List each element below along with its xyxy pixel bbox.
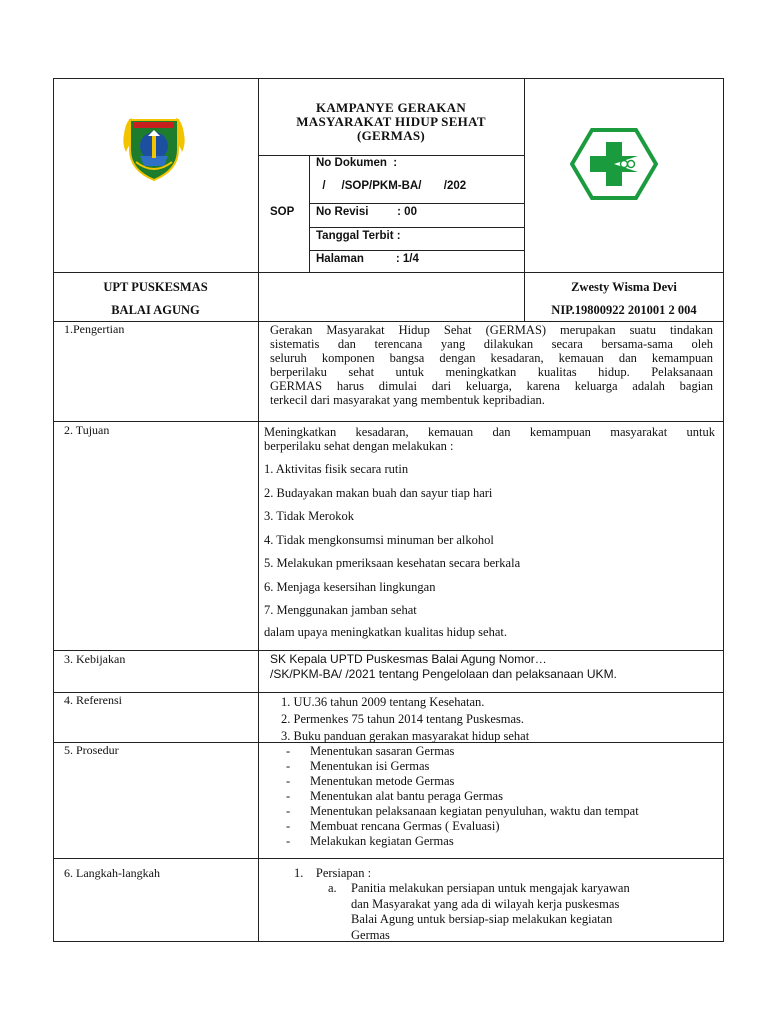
tujuan-item: 5. Melakukan pmeriksaan kesehatan secara berkala	[264, 556, 521, 570]
meta-line-2	[309, 227, 524, 228]
prosedur-item	[286, 774, 639, 789]
tujuan-item: 1. Aktivitas fisik secara rutin	[264, 462, 409, 476]
prosedur-label: 5. Prosedur	[64, 743, 119, 757]
referensi-label: 4. Referensi	[64, 693, 122, 707]
pengertian-line: berperilaku sehat untuk meningkatkan kualitas hidup. Pelaksanaan	[270, 365, 713, 379]
label-column-divider	[258, 321, 259, 942]
pengertian-line: seluruh komponen bangsa dengan kesadaran, kemauan dan kemampuan	[270, 351, 713, 365]
kebijakan-line-2: /SK/PKM-BA/ /2021 tentang Pengelolaan dan pelaksanaan UKM.	[270, 667, 617, 681]
tujuan-intro	[264, 425, 715, 453]
meta-line-1	[309, 203, 524, 204]
title-bottom-line	[258, 155, 524, 156]
no-dokumen-label: No Dokumen :	[316, 157, 398, 169]
prosedur-item-text: Membuat rencana Germas ( Evaluasi)	[310, 819, 500, 833]
prosedur-item-text: Menentukan isi Germas	[310, 759, 430, 773]
prosedur-item	[286, 789, 639, 804]
title-line-2: MASYARAKAT HIDUP SEHAT	[296, 114, 486, 129]
prosedur-item-text: Menentukan alat bantu peraga Germas	[310, 789, 503, 803]
prosedur-item	[286, 759, 639, 774]
prosedur-item-text: Menentukan sasaran Germas	[310, 744, 455, 758]
tujuan-item: 2. Budayakan makan buah dan sayur tiap hari	[264, 485, 493, 500]
tanggal-terbit: Tanggal Terbit :	[316, 230, 401, 242]
tujuan-item: 7. Menggunakan jamban sehat	[264, 603, 417, 617]
langkah-label: 6. Langkah-langkah	[64, 866, 160, 880]
org-name	[53, 276, 258, 322]
kebijakan-line-1: SK Kepala UPTD Puskesmas Balai Agung Nomor…	[270, 652, 547, 666]
langkah-sub-line: Germas	[351, 927, 390, 942]
signer-name: Zwesty Wisma Devi	[571, 280, 677, 294]
pengertian-text	[270, 323, 713, 407]
section-line-4	[53, 692, 724, 693]
germas-puskesmas-logo	[570, 127, 658, 201]
tujuan-intro-line: berperilaku sehat dengan melakukan :	[264, 439, 454, 453]
tujuan-item: 3. Tidak Merokok	[264, 509, 354, 523]
regency-emblem-logo	[118, 112, 190, 184]
org-line-1: UPT PUSKESMAS	[103, 280, 208, 294]
tujuan-intro-line: Meningkatkan kesadaran, kemauan dan kemampuan masyarakat untuk	[264, 425, 715, 439]
prosedur-item	[286, 819, 639, 834]
title-line-1: KAMPANYE GERAKAN	[315, 100, 467, 115]
prosedur-item-text: Menentukan pelaksanaan kegiatan penyuluhan, waktu dan tempat	[310, 804, 639, 818]
prosedur-item	[286, 804, 639, 819]
bullet-dash: -	[286, 744, 291, 758]
langkah-sub-line: Balai Agung untuk bersiap-siap melakukan kegiatan	[351, 912, 613, 926]
referensi-item: 2. Permenkes 75 tahun 2014 tentang Puskesmas.	[281, 712, 525, 726]
prosedur-list	[286, 744, 639, 849]
bullet-dash: -	[286, 804, 291, 818]
section-line-2	[53, 421, 724, 422]
section-line-3	[53, 650, 724, 651]
pengertian-line: GERMAS harus dimulai dari keluarga, karena keluarga adalah bagian	[270, 379, 713, 393]
prosedur-item-text: Melakukan kegiatan Germas	[310, 834, 454, 848]
section-line-6	[53, 858, 724, 859]
prosedur-item	[286, 834, 639, 849]
bullet-dash: -	[286, 834, 291, 848]
pengertian-line: terkecil dari masyarakat yang membentuk kepribadian.	[270, 393, 545, 407]
sop-divider	[309, 155, 310, 272]
langkah-sub-marker: a.	[328, 881, 337, 895]
referensi-item: 3. Buku panduan gerakan masyarakat hidup sehat	[281, 729, 530, 743]
sop-label: SOP	[270, 206, 295, 218]
no-dokumen-value: / /SOP/PKM-BA/ /202	[316, 180, 467, 192]
prosedur-item	[286, 744, 639, 759]
signer-block	[524, 276, 724, 322]
bullet-dash: -	[286, 819, 291, 833]
bullet-dash: -	[286, 774, 291, 788]
tujuan-item: 6. Menjaga kesersihan lingkungan	[264, 579, 436, 594]
tujuan-closing: dalam upaya meningkatkan kualitas hidup sehat.	[264, 625, 507, 639]
prosedur-item-text: Menentukan metode Germas	[310, 774, 455, 788]
header-row-line	[53, 272, 724, 273]
pengertian-label: 1.Pengertian	[64, 322, 125, 336]
tujuan-item: 4. Tidak mengkonsumsi minuman ber alkohol	[264, 532, 494, 547]
pengertian-line: Gerakan Masyarakat Hidup Sehat (GERMAS) merupakan suatu tindakan	[270, 323, 713, 337]
halaman: Halaman : 1/4	[316, 253, 419, 265]
langkah-sub-line: dan Masyarakat yang ada di wilayah kerja puskesmas	[351, 896, 620, 911]
org-line-2: BALAI AGUNG	[111, 303, 200, 317]
langkah-sub-text	[351, 881, 630, 943]
no-revisi: No Revisi : 00	[316, 206, 417, 218]
kebijakan-label: 3. Kebijakan	[64, 652, 126, 666]
signer-nip: NIP.19800922 201001 2 004	[551, 303, 697, 317]
langkah-sub-line: Panitia melakukan persiapan untuk mengajak karyawan	[351, 881, 630, 895]
referensi-list	[281, 694, 529, 745]
bullet-dash: -	[286, 789, 291, 803]
referensi-item: 1. UU.36 tahun 2009 tentang Kesehatan.	[281, 695, 485, 709]
langkah-item-1: 1. Persiapan :	[294, 866, 372, 880]
meta-line-3	[309, 250, 524, 251]
tujuan-label: 2. Tujuan	[64, 423, 110, 437]
title-line-3: (GERMAS)	[356, 128, 426, 143]
tujuan-list	[264, 462, 520, 627]
document-title	[258, 101, 524, 143]
pengertian-line: sistematis dan terencana yang dilakukan secara bersama-sama oleh	[270, 337, 713, 351]
bullet-dash: -	[286, 759, 291, 773]
